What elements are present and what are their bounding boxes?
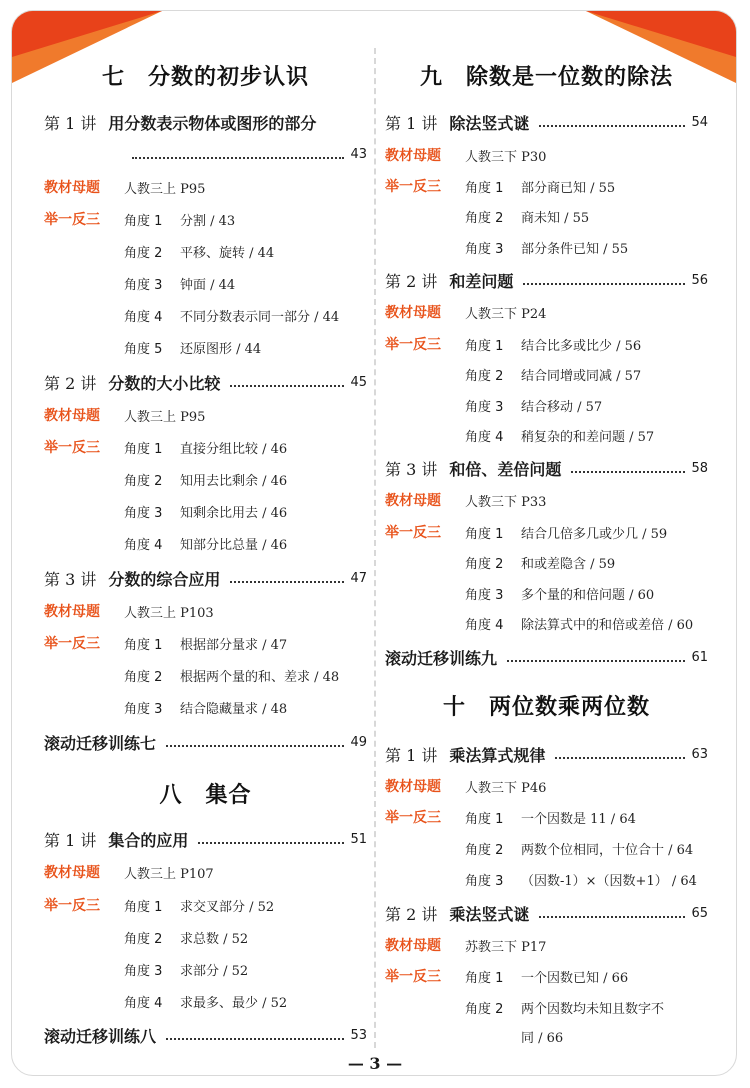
source-text: 苏教三下 P17 — [465, 939, 547, 955]
lecture-entry[interactable] — [385, 901, 708, 925]
tag-textbook: 教材母题 — [44, 604, 100, 620]
angle-text: 部分商已知 / 55 — [521, 180, 616, 196]
angle-text: 求交叉部分 / 52 — [180, 899, 275, 915]
lecture-number: 第 1 讲 — [44, 830, 97, 850]
lecture-number: 第 2 讲 — [44, 373, 97, 393]
review-entry[interactable] — [44, 730, 367, 754]
source-text: 人教三上 P95 — [124, 181, 206, 197]
leader-dots — [198, 842, 344, 844]
angle-text: 结合同增或同减 / 57 — [521, 368, 642, 384]
angle-text: 稍复杂的和差问题 / 57 — [521, 429, 655, 445]
angle-label: 角度 4 — [124, 309, 163, 325]
angle-text: 两个因数均未知且数字不 — [521, 1001, 665, 1017]
angle-label: 角度 1 — [465, 811, 504, 827]
angle-text: 求最多、最少 / 52 — [180, 995, 288, 1011]
tag-practice: 举一反三 — [385, 525, 441, 541]
angle-text: 多个量的和倍问题 / 60 — [521, 587, 655, 603]
angle-text: 求部分 / 52 — [180, 963, 249, 979]
angle-row[interactable] — [44, 239, 367, 263]
angle-text: 平移、旋转 / 44 — [180, 245, 275, 261]
angle-label: 角度 2 — [465, 1001, 504, 1017]
leader-dots — [571, 471, 685, 473]
angle-text: 分割 / 43 — [180, 213, 236, 229]
angle-text: 一个因数已知 / 66 — [521, 970, 629, 986]
review-title: 滚动迁移训练八 — [44, 1026, 157, 1046]
angle-row[interactable] — [385, 393, 708, 417]
angle-label: 角度 1 — [465, 970, 504, 986]
angle-label: 角度 4 — [124, 537, 163, 553]
angle-label: 角度 1 — [465, 526, 504, 542]
page-ref: 63 — [691, 746, 708, 762]
chapter-title: 九 除数是一位数的除法 — [419, 65, 673, 90]
page-ref: 61 — [691, 649, 708, 665]
angle-text-continued: 同 / 66 — [521, 1030, 564, 1046]
angle-row[interactable] — [385, 332, 708, 356]
tag-practice: 举一反三 — [44, 636, 100, 652]
angle-label: 角度 2 — [465, 368, 504, 384]
angle-label: 角度 2 — [465, 556, 504, 572]
source-row — [385, 774, 708, 798]
angle-label: 角度 2 — [465, 210, 504, 226]
lecture-title: 乘法算式规律 — [449, 745, 546, 765]
tag-textbook: 教材母题 — [44, 865, 100, 881]
page-ref: 49 — [350, 734, 367, 750]
page-ref: 43 — [350, 146, 367, 162]
angle-row[interactable] — [385, 423, 708, 447]
source-text: 人教三上 P95 — [124, 409, 206, 425]
angle-row[interactable] — [44, 271, 367, 295]
lecture-entry[interactable] — [44, 566, 367, 590]
tag-practice: 举一反三 — [385, 179, 441, 195]
leader-dots — [230, 581, 344, 583]
review-title: 滚动迁移训练九 — [385, 648, 498, 668]
lecture-entry[interactable] — [385, 110, 708, 134]
angle-label: 角度 3 — [124, 963, 163, 979]
angle-text: 直接分组比较 / 46 — [180, 441, 288, 457]
source-row — [385, 933, 708, 957]
chapter-title: 八 集合 — [159, 783, 252, 808]
chapter-title: 十 两位数乘两位数 — [442, 695, 650, 720]
angle-text: 一个因数是 11 / 64 — [521, 811, 636, 827]
source-text: 人教三上 P103 — [124, 605, 214, 621]
page-ref: 45 — [350, 374, 367, 390]
source-row — [44, 175, 367, 199]
tag-practice: 举一反三 — [44, 898, 100, 914]
angle-text: 根据部分量求 / 47 — [180, 637, 288, 653]
page-ref: 65 — [691, 905, 708, 921]
angle-row-continued — [385, 1024, 708, 1048]
review-title: 滚动迁移训练七 — [44, 733, 157, 753]
lecture-title: 和差问题 — [449, 271, 514, 291]
tag-practice: 举一反三 — [385, 810, 441, 826]
angle-text: 除法算式中的和倍或差倍 / 60 — [521, 617, 694, 633]
angle-label: 角度 1 — [124, 213, 163, 229]
angle-row[interactable] — [44, 303, 367, 327]
lecture-number: 第 2 讲 — [385, 271, 438, 291]
tag-textbook: 教材母题 — [385, 779, 441, 795]
angle-label: 角度 3 — [465, 399, 504, 415]
angle-text: 商未知 / 55 — [521, 210, 590, 226]
angle-row[interactable] — [44, 989, 367, 1013]
angle-label: 角度 2 — [124, 931, 163, 947]
angle-label: 角度 5 — [124, 341, 163, 357]
page-ref: 58 — [691, 460, 708, 476]
lecture-title: 分数的综合应用 — [108, 569, 221, 589]
page-number: — 3 — — [347, 1054, 403, 1073]
source-text: 人教三下 P46 — [465, 780, 547, 796]
tag-textbook: 教材母题 — [44, 180, 100, 196]
page-ref: 47 — [350, 570, 367, 586]
leader-dots — [132, 157, 344, 159]
source-row — [44, 860, 367, 884]
angle-row[interactable] — [385, 867, 708, 891]
lecture-entry[interactable] — [44, 827, 367, 851]
angle-label: 角度 4 — [465, 429, 504, 445]
lecture-title: 和倍、差倍问题 — [449, 459, 562, 479]
angle-label: 角度 1 — [465, 180, 504, 196]
angle-text: 和或差隐含 / 59 — [521, 556, 616, 572]
lecture-title: 除法竖式谜 — [449, 113, 530, 133]
angle-row[interactable] — [44, 499, 367, 523]
angle-text: 结合移动 / 57 — [521, 399, 603, 415]
angle-label: 角度 1 — [124, 637, 163, 653]
angle-text: 知用去比剩余 / 46 — [180, 473, 288, 489]
angle-text: 部分条件已知 / 55 — [521, 241, 629, 257]
angle-text: 还原图形 / 44 — [180, 341, 262, 357]
angle-row[interactable] — [44, 663, 367, 687]
lecture-entry[interactable] — [385, 742, 708, 766]
angle-row[interactable] — [385, 611, 708, 635]
lecture-number: 第 1 讲 — [44, 113, 97, 133]
tag-textbook: 教材母题 — [385, 493, 441, 509]
angle-text: 根据两个量的和、差求 / 48 — [180, 669, 340, 685]
angle-row[interactable] — [385, 520, 708, 544]
angle-text: 求总数 / 52 — [180, 931, 249, 947]
angle-row[interactable] — [385, 995, 708, 1019]
angle-row[interactable] — [385, 805, 708, 829]
source-row — [44, 403, 367, 427]
lecture-title: 乘法竖式谜 — [449, 904, 530, 924]
tag-textbook: 教材母题 — [385, 305, 441, 321]
angle-text: 结合隐藏量求 / 48 — [180, 701, 288, 717]
angle-label: 角度 3 — [124, 701, 163, 717]
leader-dots — [539, 125, 685, 127]
leader-dots — [230, 385, 344, 387]
angle-row[interactable] — [385, 550, 708, 574]
source-row — [385, 300, 708, 324]
source-text: 人教三下 P33 — [465, 494, 547, 510]
angle-label: 角度 2 — [465, 842, 504, 858]
lecture-number: 第 1 讲 — [385, 113, 438, 133]
page-ref: 51 — [350, 831, 367, 847]
lecture-entry[interactable] — [385, 456, 708, 480]
angle-row[interactable] — [44, 207, 367, 231]
page-ref: 56 — [691, 272, 708, 288]
angle-text: 知剩余比用去 / 46 — [180, 505, 288, 521]
tag-textbook: 教材母题 — [44, 408, 100, 424]
angle-label: 角度 3 — [465, 587, 504, 603]
angle-label: 角度 4 — [124, 995, 163, 1011]
angle-text: 不同分数表示同一部分 / 44 — [180, 309, 340, 325]
angle-row[interactable] — [385, 174, 708, 198]
tag-practice: 举一反三 — [385, 337, 441, 353]
leader-dots — [555, 757, 685, 759]
review-entry[interactable] — [385, 645, 708, 669]
angle-row[interactable] — [44, 893, 367, 917]
angle-row[interactable] — [44, 957, 367, 981]
lecture-entry[interactable] — [385, 268, 708, 292]
page-ref: 54 — [691, 114, 708, 130]
angle-row[interactable] — [44, 695, 367, 719]
lecture-title: 分数的大小比较 — [108, 373, 221, 393]
source-text: 人教三下 P30 — [465, 149, 547, 165]
source-row — [44, 599, 367, 623]
column-divider — [374, 48, 376, 1048]
chapter-title: 七 分数的初步认识 — [101, 65, 309, 90]
angle-text: 钟面 / 44 — [180, 277, 236, 293]
review-entry[interactable] — [44, 1023, 367, 1047]
angle-text: 结合比多或比少 / 56 — [521, 338, 642, 354]
angle-text: 知部分比总量 / 46 — [180, 537, 288, 553]
tag-practice: 举一反三 — [44, 440, 100, 456]
angle-label: 角度 3 — [465, 241, 504, 257]
angle-row[interactable] — [44, 531, 367, 555]
source-text: 人教三下 P24 — [465, 306, 547, 322]
angle-row[interactable] — [385, 235, 708, 259]
leader-dots — [507, 660, 685, 662]
angle-row[interactable] — [385, 204, 708, 228]
angle-row[interactable] — [385, 836, 708, 860]
lecture-number: 第 1 讲 — [385, 745, 438, 765]
angle-label: 角度 1 — [124, 899, 163, 915]
source-row — [385, 143, 708, 167]
source-text: 人教三上 P107 — [124, 866, 214, 882]
tag-practice: 举一反三 — [385, 969, 441, 985]
angle-label: 角度 3 — [124, 277, 163, 293]
angle-row[interactable] — [44, 631, 367, 655]
angle-label: 角度 3 — [465, 873, 504, 889]
lecture-number: 第 2 讲 — [385, 904, 438, 924]
angle-label: 角度 2 — [124, 669, 163, 685]
lecture-entry[interactable] — [44, 110, 367, 134]
lecture-number: 第 3 讲 — [385, 459, 438, 479]
source-row — [385, 488, 708, 512]
angle-text: 两数个位相同，十位合十 / 64 — [521, 842, 694, 858]
tag-textbook: 教材母题 — [385, 148, 441, 164]
lecture-title: 集合的应用 — [108, 830, 189, 850]
leader-dots — [523, 283, 685, 285]
angle-row[interactable] — [44, 335, 367, 359]
leader-dots — [166, 745, 344, 747]
angle-text: （因数-1）×（因数+1） / 64 — [521, 873, 697, 889]
angle-row[interactable] — [385, 964, 708, 988]
angle-label: 角度 4 — [465, 617, 504, 633]
lecture-entry[interactable] — [44, 370, 367, 394]
angle-label: 角度 2 — [124, 245, 163, 261]
angle-row[interactable] — [385, 581, 708, 605]
angle-label: 角度 1 — [124, 441, 163, 457]
tag-textbook: 教材母题 — [385, 938, 441, 954]
angle-label: 角度 3 — [124, 505, 163, 521]
leader-dots — [166, 1038, 344, 1040]
leader-dots — [539, 916, 685, 918]
lecture-page-line — [44, 142, 367, 166]
page-ref: 53 — [350, 1027, 367, 1043]
tag-practice: 举一反三 — [44, 212, 100, 228]
angle-label: 角度 2 — [124, 473, 163, 489]
angle-row[interactable] — [385, 362, 708, 386]
angle-label: 角度 1 — [465, 338, 504, 354]
lecture-title: 用分数表示物体或图形的部分 — [108, 113, 317, 133]
lecture-number: 第 3 讲 — [44, 569, 97, 589]
angle-row[interactable] — [44, 925, 367, 949]
angle-text: 结合几倍多几或少几 / 59 — [521, 526, 668, 542]
angle-row[interactable] — [44, 467, 367, 491]
angle-row[interactable] — [44, 435, 367, 459]
